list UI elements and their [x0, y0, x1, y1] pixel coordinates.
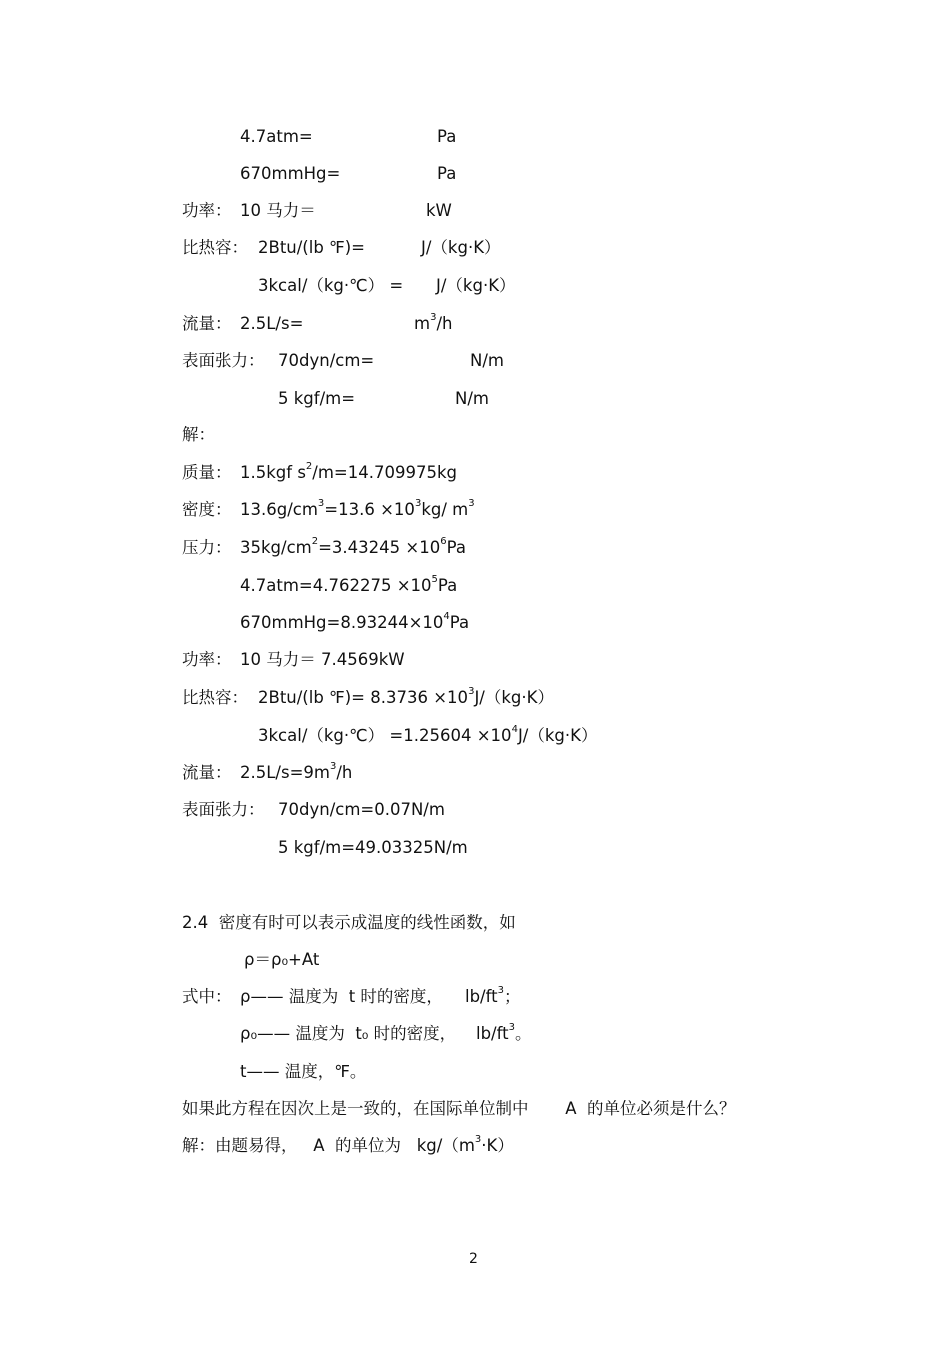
tension2-expr: 5 kgf/m= — [278, 389, 356, 408]
heat2-expr: 3kcal/（kg·℃） = — [258, 276, 404, 295]
flow-label: 流量： — [182, 314, 232, 333]
flow-unit: $m^3/h$ — [414, 312, 453, 333]
flow-expr: 2.5L/s= — [240, 314, 304, 333]
q24-answer: 解：由题易得， A 的单位为 $kg/(m^3\cdot K)$ — [182, 1134, 514, 1155]
flow-answer-label: 流量： — [182, 763, 232, 782]
power-answer-label: 功率： — [182, 650, 232, 669]
density-label: 密度： — [182, 500, 232, 519]
q24-question: 如果此方程在因次上是一致的，在国际单位制中 A 的单位必须是什么？ — [182, 1099, 736, 1118]
q24-formula: ρ＝ρ₀+At — [244, 950, 320, 969]
heat1-answer: 2Btu/(lb ℉)= $8.3736 \times 10^3J/(kg\cdot K)$ — [258, 686, 554, 707]
tension2-unit: N/m — [455, 389, 489, 408]
q24-title: 2.4 密度有时可以表示成温度的线性函数，如 — [182, 913, 516, 932]
tension-label: 表面张力： — [182, 351, 265, 370]
tension1-expr: 70dyn/cm= — [278, 351, 375, 370]
flow-answer: $2.5L/s=9m^3/h$ — [240, 761, 353, 782]
pressure-atm-expr: 4.7atm= — [240, 127, 313, 146]
density-answer: $13.6g/cm^3=13.6 \times 10^3kg/$ $m^3$ — [240, 498, 475, 519]
heat-answer-label: 比热容： — [182, 688, 248, 707]
pressure2-answer: $4.7atm=4.762275 \times 10^5Pa$ — [240, 574, 458, 595]
heat2-answer: 3kcal/（kg·℃） $=1.25604 \times 10^4J/(kg\cdot K)$ — [258, 724, 598, 745]
pressure3-answer: $670mmHg=8.93244\times 10^4Pa$ — [240, 611, 470, 632]
pressure-label: 压力： — [182, 538, 232, 557]
heat2-unit: J/（kg·K） — [436, 276, 516, 295]
pressure1-answer: $35kg/cm^2=3.43245 \times 10^6Pa$ — [240, 536, 466, 557]
mass-label: 质量： — [182, 463, 232, 482]
solution-heading: 解： — [182, 425, 215, 444]
q24-def3: t—— 温度，℉。 — [240, 1062, 367, 1081]
tension1-answer: 70dyn/cm=0.07N/m — [278, 800, 445, 819]
page-number: 2 — [469, 1251, 478, 1267]
power-answer: 10 马力＝ 7.4569kW — [240, 650, 405, 669]
heat1-unit: J/（kg·K） — [421, 238, 501, 257]
tension2-answer: 5 kgf/m=49.03325N/m — [278, 838, 468, 857]
tension1-unit: N/m — [470, 351, 504, 370]
heat1-expr: 2Btu/(lb ℉)= — [258, 238, 366, 257]
q24-def2-unit: $lb/ft^3$。 — [476, 1022, 532, 1043]
power-label: 功率： — [182, 201, 232, 220]
q24-where-label: 式中： — [182, 987, 232, 1006]
pressure-atm-unit: Pa — [437, 127, 457, 146]
q24-def2: ρ₀—— 温度为 t₀ 时的密度， — [240, 1024, 457, 1043]
mass-answer: 1.5kgf $s^2/m=14.709975kg$ — [240, 461, 458, 482]
heat-label: 比热容： — [182, 238, 248, 257]
pressure-mmhg-unit: Pa — [437, 164, 457, 183]
power-expr: 10 马力＝ — [240, 201, 316, 220]
pressure-mmhg-expr: 670mmHg= — [240, 164, 341, 183]
power-unit: kW — [426, 201, 452, 220]
q24-def1-unit: $lb/ft^3$； — [465, 985, 521, 1006]
q24-def1: ρ—— 温度为 t 时的密度， — [240, 987, 443, 1006]
tension-answer-label: 表面张力： — [182, 800, 265, 819]
